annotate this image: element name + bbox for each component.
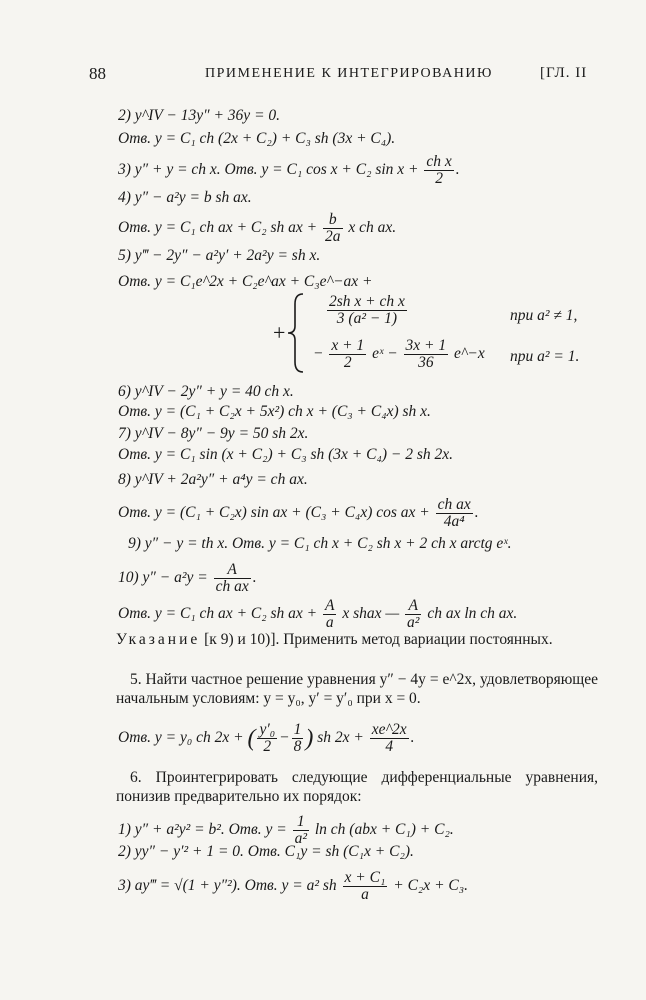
fraction — [327, 294, 407, 327]
minus-sign: − — [313, 345, 324, 363]
numerator: 2sh x + ch x — [329, 293, 405, 310]
denominator: 8 — [293, 738, 302, 755]
answer-p5: Отв. y = y₀ ch 2x + ( $\frac{\text{y′₀}}{2}$ − $\frac{1}{8}$ ) sh 2x + $\frac{xe\^{}2x}{4}$ . — [118, 721, 415, 755]
condition-2: при a² = 1. — [510, 348, 580, 365]
answer-4-end: x ch ax. — [348, 219, 397, 237]
answer-8: Отв. y = (C₁ + C₂x) sin ax + (C₃ + C₄x) cos ax + $\frac{\text{ch ax}}{\text{4a⁴}}$ . — [118, 496, 479, 530]
fraction — [404, 338, 449, 371]
denominator: a² — [294, 830, 307, 847]
answer-5: Отв. y = C₁e^2x + C₂e^ax + C₃e^−ax + — [118, 273, 373, 290]
subproblem-2: 2) yy″ − y′² + 1 = 0. Отв. C₁y = sh (C₁x + C₂). — [118, 843, 414, 860]
denominator: 2 — [435, 170, 443, 187]
case-2-mid: eˣ − — [372, 345, 398, 363]
svg-text:+: + — [273, 320, 286, 345]
numerator: 1 — [293, 721, 302, 738]
numerator: 1 — [293, 814, 309, 831]
left-paren: ( — [247, 725, 256, 752]
fraction — [405, 598, 421, 631]
denominator: 4a⁴ — [443, 513, 465, 530]
denominator: 2 — [263, 738, 272, 755]
numerator: ch x — [426, 153, 452, 170]
denominator: ch ax — [215, 578, 249, 595]
numerator: ch ax — [437, 496, 471, 513]
fraction — [370, 722, 409, 755]
subproblem-3 — [118, 870, 468, 903]
problem-2: 2) y^IV − 13y″ + 36y = 0. — [118, 107, 281, 124]
fraction — [214, 562, 251, 595]
answer-6: Отв. y = (C₁ + C₂x + 5x²) ch x + (C₃ + C₄x) sh x. — [118, 403, 431, 420]
problem-6: 6) y^IV − 2y″ + y = 40 ch x. — [118, 383, 294, 400]
answer-10-end: ch ax ln ch ax. — [427, 605, 518, 623]
answer-8-text: Отв. y = (C₁ + C₂x) sin ax + (C₃ + C₄x) cos ax + — [118, 504, 430, 522]
page-number: 88 — [89, 64, 106, 83]
running-title: ПРИМЕНЕНИЕ К ИНТЕГРИРОВАНИЮ — [205, 66, 493, 81]
numerator: x + C₁ — [344, 869, 386, 886]
hint-paragraph — [116, 630, 598, 649]
numerator: A — [405, 598, 421, 615]
answer-4-text: Отв. y = C₁ ch ax + C₂ sh ax + — [118, 219, 318, 237]
numerator: xe^2x — [371, 721, 407, 738]
numerator: y′₀ — [259, 721, 276, 738]
problem-5-paragraph: 5. Найти частное решение уравнения y″ − 4y = e^2x, удовлетворяющее начальным условиям: y = y₀, y′ = y′₀ при x = 0. — [116, 671, 598, 707]
answer-p5-pre: Отв. y = y₀ ch 2x + — [118, 729, 244, 747]
fraction — [436, 497, 473, 530]
right-paren: ) — [305, 725, 314, 752]
denominator: a² — [407, 614, 420, 631]
problem-3-text: 3) y″ + y = ch x. Отв. y = C₁ cos x + C₂ sin x + — [118, 161, 419, 179]
answer-10-mid: x shax — — [342, 605, 400, 623]
chapter-label: [ГЛ. II — [540, 65, 588, 81]
problem-8: 8) y^IV + 2a²y″ + a⁴y = ch ax. — [118, 471, 308, 488]
denominator: 2 — [343, 354, 352, 371]
page-header — [0, 64, 646, 86]
case-1 — [325, 294, 409, 327]
fraction — [424, 154, 453, 187]
numerator: b — [323, 212, 343, 229]
fraction — [257, 722, 277, 755]
subproblem-1-end: ln ch (abx + C₁) + C₂. — [314, 821, 454, 839]
answer-10 — [118, 598, 517, 631]
problem-9: 9) y″ − y = th x. Отв. y = C₁ ch x + C₂ sh x + 2 ch x arctg eˣ. — [128, 535, 512, 552]
case-2 — [313, 338, 485, 371]
subproblem-3-end: + C₂x + C₃. — [393, 877, 469, 895]
numerator: x + 1 — [331, 337, 365, 354]
hint-label: Указание — [116, 631, 201, 648]
fraction — [329, 338, 366, 371]
case-brace — [273, 292, 313, 374]
answer-4 — [118, 212, 396, 245]
subproblem-1-pre: 1) y″ + a²y² = b². Отв. y = — [118, 821, 287, 839]
denominator: 4 — [385, 738, 394, 755]
problem-10: 10) y″ − a²y = $\frac{A}{\text{ch ax}}$ . — [118, 561, 257, 595]
fraction — [323, 212, 343, 245]
denominator: 36 — [418, 354, 434, 371]
problem-6-paragraph: 6. Проинтегрировать следующие дифференциальные уравнения, понизив предварительно их порядок: — [116, 769, 598, 805]
answer-7: Отв. y = C₁ sin (x + C₂) + C₃ sh (3x + C₄) − 2 sh 2x. — [118, 446, 454, 463]
numerator: A — [214, 562, 251, 579]
answer-10-text: Отв. y = C₁ ch ax + C₂ sh ax + — [118, 605, 318, 623]
problem-4: 4) y″ − a²y = b sh ax. — [118, 189, 252, 206]
condition-1: при a² ≠ 1, — [510, 307, 578, 324]
denominator: 2a — [325, 228, 341, 245]
fraction — [292, 722, 304, 755]
problem-7: 7) y^IV − 8y″ − 9y = 50 sh 2x. — [118, 425, 309, 442]
problem-3: 3) y″ + y = ch x. Отв. y = C₁ cos x + C₂ sin x + $\frac{\text{ch x}}{2}$ . — [118, 153, 460, 187]
fraction — [343, 870, 388, 903]
numerator: A — [325, 597, 335, 614]
hint-text: [к 9) и 10)]. Применить метод вариации постоянных. — [204, 631, 553, 648]
denominator: a — [325, 614, 334, 631]
fraction — [323, 598, 336, 631]
problem-5: 5) y‴ − 2y″ − a²y′ + 2a²y = sh x. — [118, 247, 321, 264]
numerator: 3x + 1 — [405, 337, 447, 354]
answer-p5-mid: sh 2x + — [317, 729, 364, 747]
subproblem-3-pre: 3) ay‴ = √(1 + y″²). Отв. y = a² sh — [118, 877, 337, 895]
denominator: a — [361, 886, 369, 903]
case-2-end: e^−x — [454, 345, 485, 363]
answer-2: Отв. y = C₁ ch (2x + C₂) + C₃ sh (3x + C₄). — [118, 130, 396, 147]
denominator: 3 (a² − 1) — [336, 310, 398, 327]
problem-10-text: 10) y″ − a²y = — [118, 569, 208, 587]
